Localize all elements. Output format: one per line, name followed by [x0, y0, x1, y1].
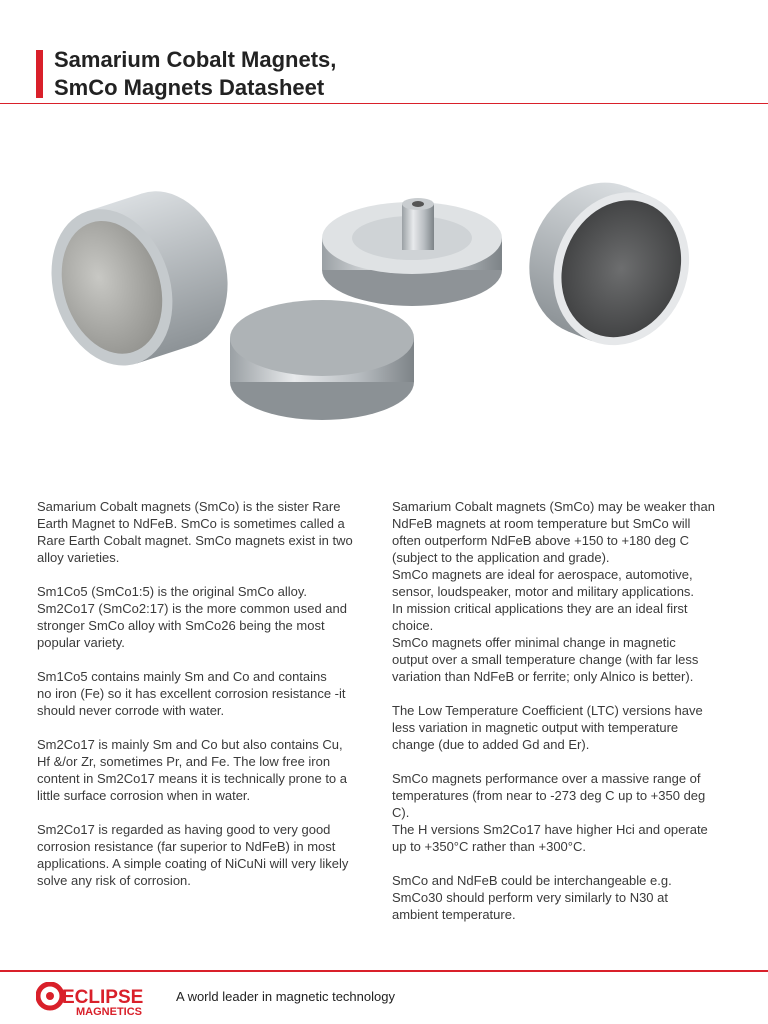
footer-rule: [0, 970, 768, 972]
magnets-photo: [0, 120, 768, 470]
page-title: [54, 46, 336, 102]
paragraph: Samarium Cobalt magnets (SmCo) is the sister Rare Earth Magnet to NdFeB. SmCo is sometimes called a Rare Earth Cobalt magnet. SmCo magnets exist in two alloy varieties.: [37, 499, 353, 565]
paragraph: The Low Temperature Coefficient (LTC) versions have less variation in magnetic output with temperature change (due to added Gd and Er).: [392, 703, 703, 752]
title-line-1: Samarium Cobalt Magnets,: [54, 47, 337, 72]
right-text-column: [392, 498, 737, 940]
paragraph: Sm1Co5 (SmCo1:5) is the original SmCo alloy. Sm2Co17 (SmCo2:17) is the more common used and stronger SmCo alloy with SmCo26 being the most popular variety.: [37, 584, 347, 650]
paragraph: SmCo and NdFeB could be interchangeable e.g. SmCo30 should perform very similarly to N30 at ambient temperature.: [392, 873, 672, 922]
paragraph: Samarium Cobalt magnets (SmCo) may be weaker than NdFeB magnets at room temperature but SmCo will often outperform NdFeB above +150 to +180 deg C (subject to the application and grade). SmCo magnets are ideal for aerospace, automotive, sensor, loudspeaker, motor and military applications. In mission critical applications they are an ideal first choice. SmCo magnets offer minimal change in magnetic output over a small temperature change (with far less variation than NdFeB or ferrite; only Alnico is better).: [392, 499, 715, 684]
footer-tagline: A world leader in magnetic technology: [176, 989, 395, 1004]
title-accent-bar: [36, 50, 43, 98]
magnet-front: [230, 300, 414, 420]
logo-wordmark: ECLIPSE: [62, 987, 144, 1008]
logo-subtext: MAGNETICS: [76, 1006, 142, 1018]
magnet-left: [32, 175, 247, 381]
title-line-2: SmCo Magnets Datasheet: [54, 75, 325, 100]
left-text-column: [37, 498, 377, 906]
eclipse-magnetics-logo: [36, 982, 161, 1018]
paragraph: Sm2Co17 is regarded as having good to very good corrosion resistance (far superior to NdFeB) in most applications. A simple coating of NiCuNi will very likely solve any risk of corrosion.: [37, 822, 349, 888]
paragraph: Sm1Co5 contains mainly Sm and Co and contains no iron (Fe) so it has excellent corrosion resistance -it should never corrode with water.: [37, 669, 346, 718]
magnet-right: [507, 162, 712, 366]
magnet-center: [322, 198, 502, 306]
header-rule: [0, 103, 768, 104]
paragraph: SmCo magnets performance over a massive range of temperatures (from near to -273 deg C up to +350 deg C). The H versions Sm2Co17 have higher Hci and operate up to +350°C rather than +300°C.: [392, 771, 708, 854]
paragraph: Sm2Co17 is mainly Sm and Co but also contains Cu, Hf &/or Zr, sometimes Pr, and Fe. The low free iron content in Sm2Co17 means it is technically prone to a little surface corrosion when in water.: [37, 737, 348, 803]
